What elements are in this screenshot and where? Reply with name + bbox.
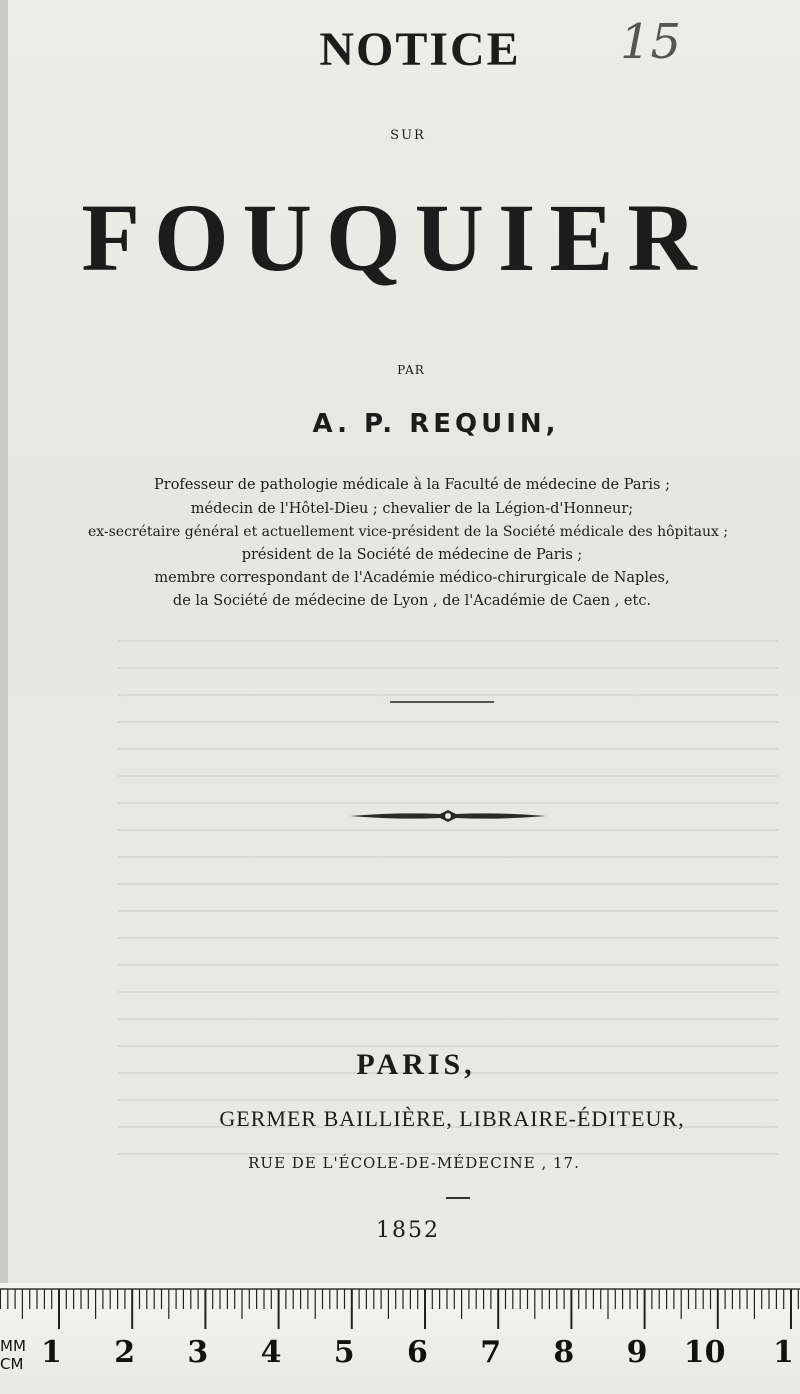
- imprint-street: RUE DE L'ÉCOLE-DE-MÉDECINE , 17.: [248, 1154, 580, 1172]
- credential-line: ex-secrétaire général et actuellement vice-président de la Société médicale des hôpitaux ;: [87, 524, 729, 540]
- ruler-number: 6: [407, 1335, 428, 1370]
- imprint-year: 1852: [376, 1218, 440, 1243]
- par-label: PAR: [397, 363, 425, 377]
- ruler-unit-mm: MM: [0, 1337, 26, 1355]
- ruler-number: 5: [333, 1335, 355, 1370]
- notice-heading: NOTICE: [319, 23, 521, 76]
- credential-line: président de la Société de médecine de Paris ;: [241, 547, 583, 563]
- credential-line: Professeur de pathologie médicale à la Faculté de médecine de Paris ;: [154, 477, 670, 493]
- ornament-divider-icon: [348, 806, 548, 826]
- ruler-number: 7: [480, 1335, 502, 1370]
- measurement-ruler: [0, 1283, 800, 1394]
- author-name: A. P. REQUIN,: [312, 409, 560, 439]
- ruler-number: 1: [41, 1335, 62, 1370]
- imprint-publisher: GERMER BAILLIÈRE, LIBRAIRE-ÉDITEUR,: [219, 1106, 685, 1131]
- ruler-unit-cm: CM: [0, 1355, 24, 1373]
- credential-line: médecin de l'Hôtel-Dieu ; chevalier de la Légion-d'Honneur;: [190, 501, 634, 517]
- ruler-number: 3: [187, 1335, 209, 1370]
- divider-rule: [390, 701, 494, 703]
- sur-label: SUR: [390, 128, 426, 143]
- bleed-through-text: [118, 640, 778, 1160]
- ruler-number: 9: [626, 1335, 648, 1370]
- ruler-number: 2: [114, 1335, 136, 1370]
- subject-name: FOUQUIER: [81, 184, 711, 291]
- imprint-city: PARIS,: [356, 1048, 476, 1081]
- ruler-number: 10: [683, 1335, 726, 1370]
- credential-line: de la Société de médecine de Lyon , de l'Académie de Caen , etc.: [172, 593, 652, 609]
- credential-line: membre correspondant de l'Académie médico-chirurgicale de Naples,: [154, 570, 670, 586]
- ruler-number: 1: [773, 1335, 794, 1370]
- short-rule: [446, 1197, 470, 1199]
- ruler-number: 4: [260, 1335, 282, 1370]
- ruler-number: 8: [553, 1335, 575, 1370]
- handwritten-page-number: 15: [620, 14, 682, 70]
